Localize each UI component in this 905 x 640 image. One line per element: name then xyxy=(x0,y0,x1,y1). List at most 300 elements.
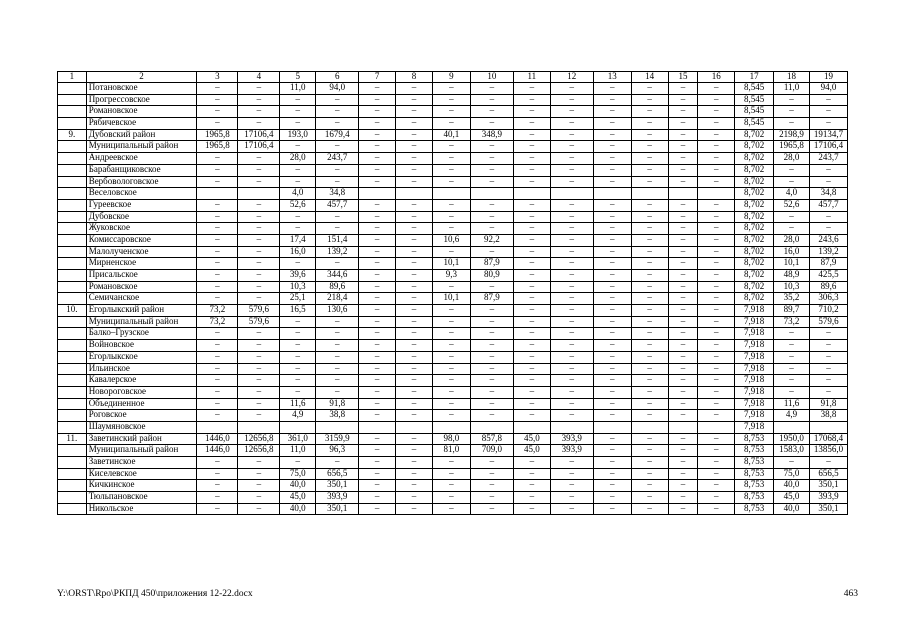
value-cell: 81,0 xyxy=(432,445,470,457)
value-cell: 710,2 xyxy=(809,305,847,317)
value-cell: – xyxy=(668,386,698,398)
value-cell: 8,753 xyxy=(735,480,774,492)
value-cell: – xyxy=(631,492,668,504)
value-cell: – xyxy=(698,199,735,211)
value-cell: – xyxy=(593,340,631,352)
value-cell: 656,5 xyxy=(316,468,359,480)
value-cell: 17,4 xyxy=(280,234,316,246)
value-cell: – xyxy=(809,176,847,188)
value-cell: 709,0 xyxy=(470,445,513,457)
value-cell xyxy=(809,421,847,433)
value-cell: – xyxy=(698,118,735,130)
table-row xyxy=(58,270,848,282)
value-cell: – xyxy=(550,503,593,515)
value-cell: – xyxy=(432,94,470,106)
table-row xyxy=(58,281,848,293)
value-cell xyxy=(550,421,593,433)
value-cell: – xyxy=(809,211,847,223)
municipality-name-cell: Киселевское xyxy=(86,468,197,480)
value-cell: – xyxy=(698,176,735,188)
value-cell: – xyxy=(513,270,550,282)
value-cell: – xyxy=(470,199,513,211)
value-cell: – xyxy=(238,83,280,95)
row-number-cell xyxy=(58,94,87,106)
value-cell: – xyxy=(396,363,433,375)
value-cell: – xyxy=(280,176,316,188)
value-cell: – xyxy=(238,246,280,258)
value-cell: – xyxy=(631,164,668,176)
value-cell: – xyxy=(513,293,550,305)
table-row xyxy=(58,211,848,223)
value-cell: – xyxy=(513,340,550,352)
value-cell: – xyxy=(513,234,550,246)
value-cell: 8,702 xyxy=(735,270,774,282)
value-cell: – xyxy=(316,211,359,223)
value-cell: 16,0 xyxy=(280,246,316,258)
value-cell: – xyxy=(396,340,433,352)
table-row xyxy=(58,129,848,141)
value-cell: – xyxy=(631,503,668,515)
value-cell: 457,7 xyxy=(316,199,359,211)
column-header: 11 xyxy=(513,72,550,83)
value-cell: – xyxy=(668,503,698,515)
row-number-cell xyxy=(58,176,87,188)
value-cell xyxy=(359,421,396,433)
value-cell: – xyxy=(631,211,668,223)
value-cell: – xyxy=(698,351,735,363)
value-cell: – xyxy=(432,492,470,504)
value-cell: – xyxy=(809,351,847,363)
value-cell: – xyxy=(593,433,631,445)
value-cell: – xyxy=(668,106,698,118)
value-cell: 73,2 xyxy=(774,316,810,328)
value-cell: 8,702 xyxy=(735,141,774,153)
value-cell: – xyxy=(432,398,470,410)
value-cell: – xyxy=(359,153,396,165)
value-cell: – xyxy=(668,234,698,246)
value-cell: – xyxy=(238,386,280,398)
value-cell: – xyxy=(359,199,396,211)
value-cell: – xyxy=(809,386,847,398)
value-cell: – xyxy=(593,199,631,211)
value-cell: – xyxy=(359,375,396,387)
value-cell: – xyxy=(238,480,280,492)
value-cell xyxy=(316,421,359,433)
value-cell: – xyxy=(396,445,433,457)
value-cell: 243,7 xyxy=(809,153,847,165)
column-header: 9 xyxy=(432,72,470,83)
value-cell: – xyxy=(470,141,513,153)
table-row xyxy=(58,246,848,258)
value-cell: – xyxy=(698,468,735,480)
value-cell: – xyxy=(197,281,238,293)
value-cell: 40,0 xyxy=(280,503,316,515)
row-number-cell xyxy=(58,118,87,130)
value-cell: – xyxy=(197,398,238,410)
value-cell: – xyxy=(280,141,316,153)
value-cell: – xyxy=(593,305,631,317)
value-cell: – xyxy=(698,386,735,398)
value-cell: – xyxy=(396,316,433,328)
value-cell: – xyxy=(316,94,359,106)
value-cell: – xyxy=(631,386,668,398)
value-cell: – xyxy=(432,386,470,398)
value-cell: – xyxy=(432,410,470,422)
value-cell: – xyxy=(809,363,847,375)
table-row xyxy=(58,480,848,492)
value-cell: – xyxy=(359,503,396,515)
value-cell: – xyxy=(593,223,631,235)
value-cell: – xyxy=(631,94,668,106)
value-cell: – xyxy=(668,199,698,211)
value-cell: 87,9 xyxy=(809,258,847,270)
value-cell: – xyxy=(593,176,631,188)
value-cell: 75,0 xyxy=(774,468,810,480)
value-cell: 350,1 xyxy=(809,503,847,515)
value-cell: – xyxy=(396,176,433,188)
value-cell: – xyxy=(698,305,735,317)
value-cell: – xyxy=(470,492,513,504)
value-cell: – xyxy=(550,410,593,422)
value-cell: – xyxy=(238,410,280,422)
row-number-cell xyxy=(58,83,87,95)
value-cell: – xyxy=(197,375,238,387)
value-cell: 12656,8 xyxy=(238,433,280,445)
column-header: 8 xyxy=(396,72,433,83)
value-cell: – xyxy=(668,246,698,258)
value-cell: – xyxy=(197,480,238,492)
value-cell: – xyxy=(396,270,433,282)
value-cell: – xyxy=(698,246,735,258)
value-cell: – xyxy=(593,398,631,410)
municipality-name-cell: Дубовский район xyxy=(86,129,197,141)
value-cell: – xyxy=(238,503,280,515)
value-cell: – xyxy=(432,351,470,363)
value-cell: – xyxy=(593,503,631,515)
municipality-name-cell: Шаумяновское xyxy=(86,421,197,433)
value-cell: 48,9 xyxy=(774,270,810,282)
value-cell xyxy=(668,188,698,200)
value-cell: – xyxy=(359,340,396,352)
value-cell: – xyxy=(809,223,847,235)
value-cell: 40,0 xyxy=(280,480,316,492)
value-cell: 1679,4 xyxy=(316,129,359,141)
value-cell: 8,545 xyxy=(735,94,774,106)
value-cell: – xyxy=(396,293,433,305)
value-cell: – xyxy=(359,118,396,130)
value-cell: – xyxy=(513,246,550,258)
value-cell: – xyxy=(197,94,238,106)
value-cell: – xyxy=(668,258,698,270)
value-cell: – xyxy=(396,223,433,235)
value-cell: 40,0 xyxy=(774,480,810,492)
municipality-name-cell: Роговское xyxy=(86,410,197,422)
value-cell: – xyxy=(774,223,810,235)
value-cell: – xyxy=(698,223,735,235)
value-cell: – xyxy=(513,328,550,340)
value-cell: – xyxy=(238,468,280,480)
table-row xyxy=(58,176,848,188)
value-cell: – xyxy=(280,363,316,375)
row-number-cell xyxy=(58,270,87,282)
value-cell: – xyxy=(513,94,550,106)
value-cell: 16,5 xyxy=(280,305,316,317)
value-cell: 1446,0 xyxy=(197,433,238,445)
table-row xyxy=(58,468,848,480)
value-cell: 7,918 xyxy=(735,316,774,328)
value-cell: 11,0 xyxy=(280,445,316,457)
value-cell: – xyxy=(432,328,470,340)
municipality-name-cell: Мирненское xyxy=(86,258,197,270)
value-cell: – xyxy=(197,340,238,352)
value-cell: 1965,8 xyxy=(197,129,238,141)
value-cell: – xyxy=(197,328,238,340)
value-cell: 8,545 xyxy=(735,83,774,95)
value-cell: – xyxy=(550,176,593,188)
value-cell: 98,0 xyxy=(432,433,470,445)
value-cell: – xyxy=(396,281,433,293)
value-cell: – xyxy=(774,176,810,188)
municipality-name-cell: Рябичевское xyxy=(86,118,197,130)
value-cell: – xyxy=(396,480,433,492)
value-cell: 350,1 xyxy=(809,480,847,492)
value-cell: – xyxy=(631,270,668,282)
value-cell: – xyxy=(197,363,238,375)
value-cell: 8,753 xyxy=(735,433,774,445)
value-cell: – xyxy=(197,293,238,305)
value-cell: 19134,7 xyxy=(809,129,847,141)
value-cell xyxy=(593,188,631,200)
value-cell: – xyxy=(432,153,470,165)
value-cell: – xyxy=(698,433,735,445)
value-cell: – xyxy=(513,199,550,211)
value-cell: – xyxy=(774,363,810,375)
value-cell: – xyxy=(668,223,698,235)
value-cell: – xyxy=(774,328,810,340)
value-cell: 10,6 xyxy=(432,234,470,246)
value-cell: – xyxy=(593,270,631,282)
row-number-cell xyxy=(58,468,87,480)
value-cell: – xyxy=(698,281,735,293)
value-cell: – xyxy=(631,118,668,130)
value-cell: 579,6 xyxy=(238,305,280,317)
value-cell: – xyxy=(513,457,550,469)
value-cell: 7,918 xyxy=(735,421,774,433)
value-cell xyxy=(238,421,280,433)
row-number-cell xyxy=(58,164,87,176)
value-cell: – xyxy=(631,468,668,480)
value-cell: – xyxy=(550,83,593,95)
value-cell: – xyxy=(698,141,735,153)
value-cell: 7,918 xyxy=(735,375,774,387)
value-cell: – xyxy=(513,386,550,398)
value-cell: – xyxy=(550,386,593,398)
value-cell: – xyxy=(396,468,433,480)
header-row xyxy=(58,72,848,83)
value-cell: – xyxy=(359,351,396,363)
value-cell: – xyxy=(593,468,631,480)
value-cell: 91,8 xyxy=(809,398,847,410)
row-number-cell xyxy=(58,421,87,433)
value-cell: – xyxy=(698,258,735,270)
value-cell: 11,6 xyxy=(774,398,810,410)
value-cell: – xyxy=(550,316,593,328)
value-cell: – xyxy=(668,129,698,141)
value-cell: – xyxy=(396,503,433,515)
value-cell: – xyxy=(698,503,735,515)
value-cell: – xyxy=(396,433,433,445)
value-cell: – xyxy=(668,445,698,457)
value-cell: – xyxy=(513,118,550,130)
value-cell: – xyxy=(550,141,593,153)
municipality-name-cell: Егорлыкский район xyxy=(86,305,197,317)
value-cell: 34,8 xyxy=(316,188,359,200)
value-cell: 7,918 xyxy=(735,328,774,340)
value-cell: – xyxy=(513,363,550,375)
value-cell: 92,2 xyxy=(470,234,513,246)
value-cell: – xyxy=(238,258,280,270)
value-cell: – xyxy=(513,305,550,317)
value-cell: – xyxy=(432,106,470,118)
table-row xyxy=(58,188,848,200)
value-cell: 7,918 xyxy=(735,410,774,422)
value-cell: 393,9 xyxy=(316,492,359,504)
value-cell: – xyxy=(698,270,735,282)
value-cell xyxy=(698,188,735,200)
table-row xyxy=(58,223,848,235)
value-cell: – xyxy=(593,94,631,106)
value-cell: 8,753 xyxy=(735,503,774,515)
value-cell: – xyxy=(359,246,396,258)
value-cell: – xyxy=(809,340,847,352)
value-cell: – xyxy=(470,305,513,317)
value-cell: – xyxy=(396,94,433,106)
value-cell: – xyxy=(593,164,631,176)
value-cell: – xyxy=(550,129,593,141)
row-number-cell xyxy=(58,410,87,422)
value-cell: – xyxy=(631,223,668,235)
value-cell: 8,702 xyxy=(735,129,774,141)
value-cell: 45,0 xyxy=(774,492,810,504)
value-cell: – xyxy=(668,118,698,130)
value-cell: – xyxy=(698,94,735,106)
value-cell: – xyxy=(550,398,593,410)
value-cell: – xyxy=(593,492,631,504)
value-cell: – xyxy=(316,375,359,387)
value-cell: – xyxy=(698,375,735,387)
value-cell: 11,6 xyxy=(280,398,316,410)
municipality-name-cell: Никольское xyxy=(86,503,197,515)
value-cell: 7,918 xyxy=(735,305,774,317)
table-row xyxy=(58,164,848,176)
value-cell: – xyxy=(513,410,550,422)
value-cell: – xyxy=(359,480,396,492)
municipality-name-cell: Войновское xyxy=(86,340,197,352)
row-number-cell xyxy=(58,281,87,293)
value-cell: – xyxy=(668,176,698,188)
value-cell: 96,3 xyxy=(316,445,359,457)
value-cell: – xyxy=(550,234,593,246)
value-cell: – xyxy=(396,305,433,317)
value-cell: – xyxy=(593,153,631,165)
value-cell: – xyxy=(432,316,470,328)
table-row xyxy=(58,445,848,457)
value-cell: 8,702 xyxy=(735,281,774,293)
value-cell: – xyxy=(698,293,735,305)
value-cell: – xyxy=(470,94,513,106)
municipality-name-cell: Жуковское xyxy=(86,223,197,235)
value-cell: 243,7 xyxy=(316,153,359,165)
value-cell: 4,9 xyxy=(774,410,810,422)
value-cell: – xyxy=(513,480,550,492)
municipality-name-cell: Прогрессовское xyxy=(86,94,197,106)
column-header: 19 xyxy=(809,72,847,83)
value-cell xyxy=(550,188,593,200)
municipality-name-cell: Комиссаровское xyxy=(86,234,197,246)
value-cell: – xyxy=(197,246,238,258)
value-cell: – xyxy=(809,328,847,340)
value-cell: – xyxy=(280,258,316,270)
value-cell: – xyxy=(550,94,593,106)
value-cell: 7,918 xyxy=(735,340,774,352)
value-cell: – xyxy=(593,293,631,305)
value-cell: 11,0 xyxy=(774,83,810,95)
value-cell: – xyxy=(668,433,698,445)
value-cell: – xyxy=(238,106,280,118)
value-cell: 73,2 xyxy=(197,316,238,328)
value-cell: 10,1 xyxy=(432,293,470,305)
value-cell: – xyxy=(238,153,280,165)
value-cell: – xyxy=(396,246,433,258)
table-row xyxy=(58,421,848,433)
table-row xyxy=(58,118,848,130)
value-cell: – xyxy=(197,503,238,515)
value-cell: – xyxy=(513,468,550,480)
value-cell: – xyxy=(396,375,433,387)
value-cell: – xyxy=(470,363,513,375)
value-cell: – xyxy=(470,164,513,176)
value-cell: – xyxy=(432,363,470,375)
value-cell: – xyxy=(197,176,238,188)
value-cell: – xyxy=(396,492,433,504)
value-cell: – xyxy=(396,457,433,469)
value-cell: – xyxy=(280,106,316,118)
value-cell: 393,9 xyxy=(809,492,847,504)
value-cell: – xyxy=(593,129,631,141)
value-cell: 38,8 xyxy=(316,410,359,422)
value-cell: 40,0 xyxy=(774,503,810,515)
value-cell: – xyxy=(359,258,396,270)
value-cell: 89,6 xyxy=(316,281,359,293)
value-cell: – xyxy=(550,118,593,130)
row-number-cell xyxy=(58,293,87,305)
table-row xyxy=(58,305,848,317)
value-cell: 87,9 xyxy=(470,258,513,270)
value-cell: 75,0 xyxy=(280,468,316,480)
value-cell: 579,6 xyxy=(238,316,280,328)
value-cell: – xyxy=(470,468,513,480)
value-cell: – xyxy=(631,328,668,340)
value-cell: – xyxy=(550,106,593,118)
value-cell: – xyxy=(432,223,470,235)
table-row xyxy=(58,375,848,387)
value-cell: – xyxy=(698,129,735,141)
value-cell: 8,702 xyxy=(735,211,774,223)
row-number-cell xyxy=(58,223,87,235)
value-cell: – xyxy=(774,351,810,363)
value-cell: 16,0 xyxy=(774,246,810,258)
value-cell: – xyxy=(359,270,396,282)
